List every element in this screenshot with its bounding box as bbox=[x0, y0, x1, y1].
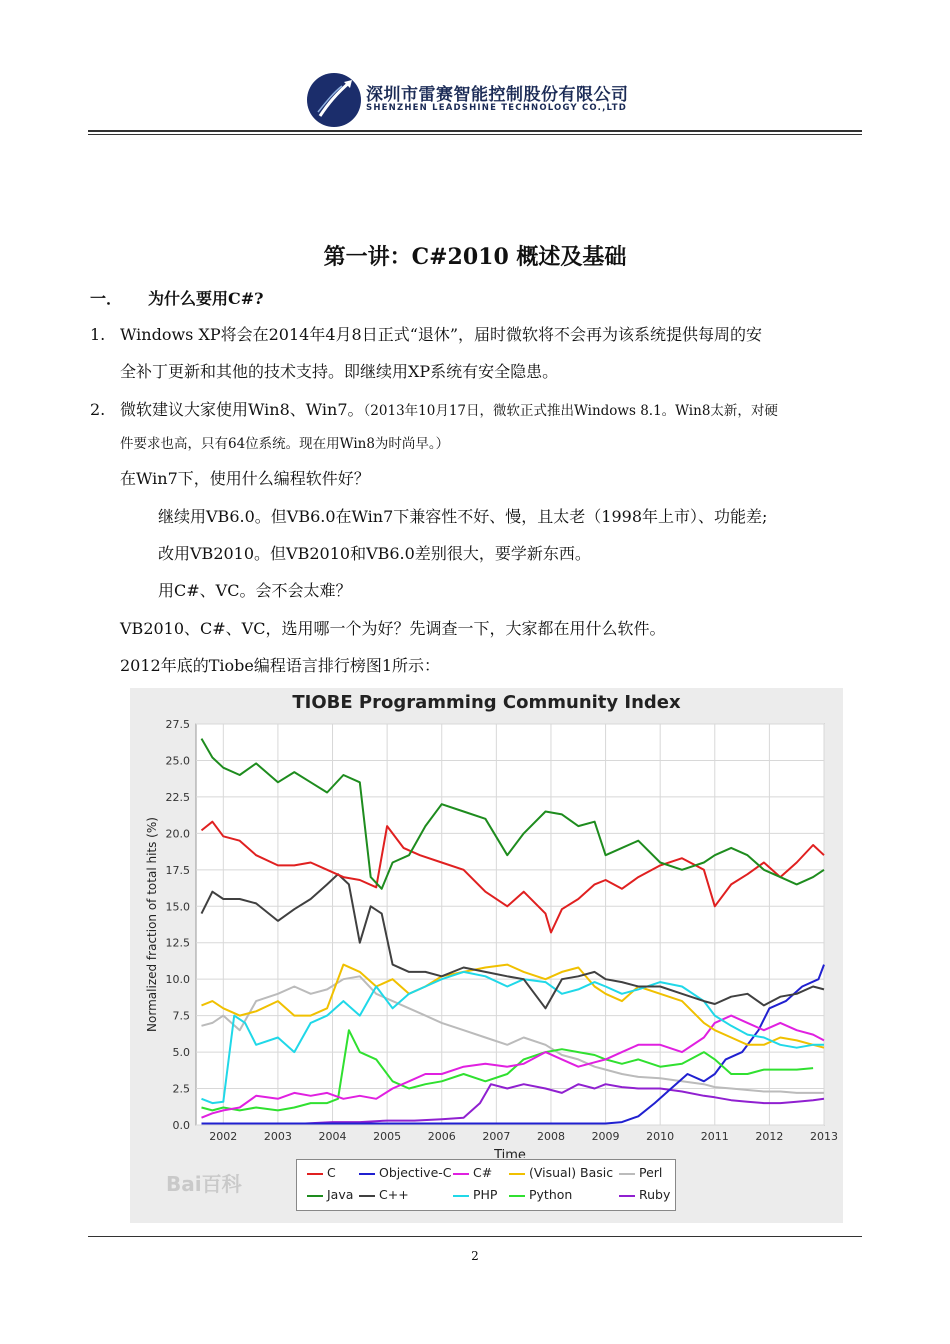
y-tick-label: 22.5 bbox=[165, 790, 190, 804]
y-tick-label: 2.5 bbox=[172, 1082, 190, 1096]
x-tick-label: 2011 bbox=[700, 1130, 729, 1143]
legend-label: Python bbox=[529, 1187, 573, 1202]
legend-swatch bbox=[359, 1173, 375, 1175]
list-note: （2013年10月17日，微软正式推出Windows 8.1。Win8太新，对硬 bbox=[363, 403, 778, 419]
y-tick-label: 27.5 bbox=[165, 718, 190, 731]
x-tick-label: 2013 bbox=[810, 1130, 838, 1143]
option-vb6: 继续用VB6.0。但VB6.0在Win7下兼容性不好、慢，且太老（1998年上市）、功能差; bbox=[158, 507, 768, 526]
x-tick-label: 2009 bbox=[591, 1130, 620, 1143]
section-heading bbox=[90, 286, 264, 309]
y-tick-label: 25.0 bbox=[165, 754, 190, 768]
figure-intro: 2012年底的Tiobe编程语言排行榜图1所示： bbox=[120, 656, 441, 675]
y-axis-label: Normalized fraction of total hits (%) bbox=[145, 817, 159, 1032]
y-tick-label: 12.5 bbox=[165, 936, 190, 950]
list-item-2-cont: 件要求也高，只有64位系统。现在用Win8为时尚早。） bbox=[120, 436, 450, 452]
company-name-en: SHENZHEN LEADSHINE TECHNOLOGY CO.,LTD bbox=[366, 103, 627, 113]
legend-item bbox=[453, 1187, 497, 1202]
y-tick-label: 17.5 bbox=[165, 863, 190, 877]
legend-item bbox=[359, 1165, 452, 1180]
legend-item bbox=[453, 1165, 492, 1180]
legend-label: (Visual) Basic bbox=[529, 1165, 614, 1180]
legend-swatch bbox=[619, 1173, 635, 1175]
legend-label: C bbox=[327, 1165, 336, 1180]
legend-label: Java bbox=[327, 1187, 354, 1202]
chart-title: TIOBE Programming Community Index bbox=[292, 692, 681, 713]
legend-label: Perl bbox=[639, 1165, 663, 1180]
y-tick-label: 15.0 bbox=[165, 900, 190, 914]
x-tick-label: 2003 bbox=[263, 1130, 292, 1143]
page-number: 2 bbox=[471, 1249, 479, 1263]
list-text: 微软建议大家使用Win8、Win7。 bbox=[120, 400, 364, 419]
x-tick-label: 2010 bbox=[646, 1130, 675, 1143]
y-tick-label: 5.0 bbox=[172, 1046, 190, 1060]
legend-item bbox=[359, 1187, 409, 1202]
x-axis-label: Time bbox=[494, 1148, 526, 1158]
page-title: 第一讲：C#2010 概述及基础 bbox=[323, 244, 627, 270]
company-name-cn: 深圳市雷赛智能控制股份有限公司 bbox=[366, 85, 629, 105]
x-tick-label: 2007 bbox=[482, 1130, 511, 1143]
list-item-2 bbox=[90, 397, 778, 420]
plot-area bbox=[196, 724, 824, 1125]
legend-item bbox=[619, 1187, 670, 1202]
y-tick-label: 0.0 bbox=[172, 1119, 190, 1132]
header-rule bbox=[88, 130, 862, 132]
section-title: 为什么要用C#? bbox=[148, 289, 264, 308]
y-tick-label: 10.0 bbox=[165, 973, 190, 987]
footer-rule bbox=[88, 1236, 862, 1237]
x-tick-label: 2002 bbox=[209, 1130, 238, 1143]
header-rule-thin bbox=[88, 134, 862, 135]
legend-label: PHP bbox=[473, 1187, 498, 1202]
legend-label: Objective-C bbox=[379, 1165, 452, 1180]
legend-swatch bbox=[509, 1195, 525, 1197]
legend-item bbox=[509, 1187, 572, 1202]
survey-text: VB2010、C#、VC，选用哪一个为好？先调查一下，大家都在用什么软件。 bbox=[120, 619, 666, 638]
legend-item bbox=[307, 1187, 353, 1202]
x-tick-label: 2012 bbox=[755, 1130, 784, 1143]
x-tick-label: 2006 bbox=[427, 1130, 456, 1143]
legend-swatch bbox=[307, 1195, 323, 1197]
tiobe-chart bbox=[130, 688, 843, 1223]
legend-swatch bbox=[359, 1195, 375, 1197]
list-number: 2. bbox=[90, 400, 106, 419]
list-number: 1. bbox=[90, 325, 106, 344]
section-number: 一． bbox=[90, 289, 123, 308]
list-item-1-cont: 全补丁更新和其他的技术支持。即继续用XP系统有安全隐患。 bbox=[120, 362, 559, 381]
x-tick-label: 2008 bbox=[536, 1130, 565, 1143]
x-tick-label: 2005 bbox=[373, 1130, 402, 1143]
watermark-logo: Bai百科 bbox=[166, 1172, 242, 1196]
legend-swatch bbox=[307, 1173, 323, 1175]
legend-swatch bbox=[619, 1195, 635, 1197]
y-tick-label: 7.5 bbox=[172, 1009, 190, 1023]
legend-swatch bbox=[509, 1173, 525, 1175]
legend-label: Ruby bbox=[639, 1187, 671, 1202]
legend-item bbox=[307, 1165, 336, 1180]
leadshine-logo-icon bbox=[306, 72, 362, 128]
legend-swatch bbox=[453, 1173, 469, 1175]
legend-label: C++ bbox=[379, 1187, 409, 1202]
question-text: 在Win7下，使用什么编程软件好？ bbox=[120, 469, 370, 488]
x-tick-label: 2004 bbox=[318, 1130, 347, 1143]
list-item-1 bbox=[90, 322, 762, 345]
legend-label: C# bbox=[473, 1165, 493, 1180]
legend-item bbox=[509, 1165, 613, 1180]
option-csharp: 用C#、VC。会不会太难？ bbox=[158, 581, 352, 600]
legend-item bbox=[619, 1165, 662, 1180]
list-text: Windows XP将会在2014年4月8日正式“退休”，届时微软将不会再为该系统提供每周的安 bbox=[120, 325, 763, 344]
legend-swatch bbox=[453, 1195, 469, 1197]
chart-plot bbox=[130, 688, 843, 1158]
page-header bbox=[0, 0, 950, 140]
option-vb2010: 改用VB2010。但VB2010和VB6.0差别很大，要学新东西。 bbox=[158, 544, 591, 563]
y-tick-label: 20.0 bbox=[165, 827, 190, 841]
chart-legend bbox=[296, 1159, 676, 1211]
